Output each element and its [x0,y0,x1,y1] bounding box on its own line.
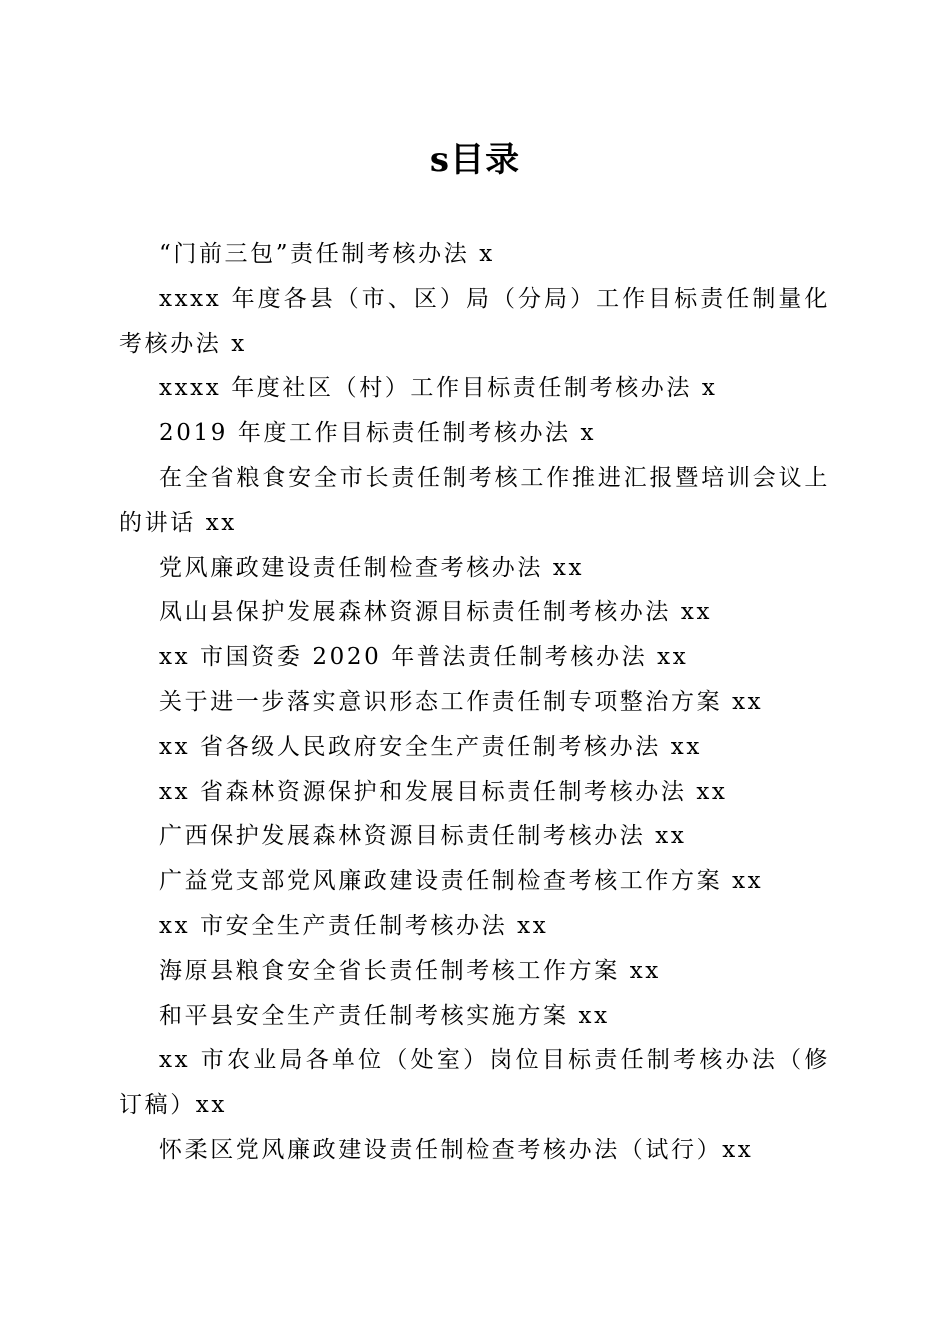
toc-entry[interactable]: 凤山县保护发展森林资源目标责任制考核办法 xx [159,599,713,626]
toc-entry[interactable]: “门前三包”责任制考核办法 x [159,241,495,267]
toc-entry[interactable]: xx 省森林资源保护和发展目标责任制考核办法 xx [159,778,728,805]
toc-entry[interactable]: 和平县安全生产责任制考核实施方案 xx [159,1002,610,1029]
table-of-contents [119,232,830,1173]
page-title: s目录 [429,140,521,180]
toc-entry[interactable]: 怀柔区党风廉政建设责任制检查考核办法（试行）xx [159,1136,754,1163]
toc-entry[interactable]: 广益党支部党风廉政建设责任制检查考核工作方案 xx [159,868,764,895]
toc-entry[interactable]: 2019 年度工作目标责任制考核办法 x [159,420,597,447]
toc-entry[interactable]: xx 市国资委 2020 年普法责任制考核办法 xx [159,644,689,671]
toc-entry[interactable]: 海原县粮食安全省长责任制考核工作方案 xx [159,957,661,984]
toc-entry[interactable]: 在全省粮食安全市长责任制考核工作推进汇报暨培训会议上的讲话 xx [119,464,830,536]
toc-entry[interactable]: xxxx 年度社区（村）工作目标责任制考核办法 x [159,375,718,402]
toc-entry[interactable]: 党风廉政建设责任制检查考核办法 xx [159,554,585,581]
toc-entry[interactable]: xx 市安全生产责任制考核办法 xx [159,912,549,939]
toc-entry[interactable]: xxxx 年度各县（市、区）局（分局）工作目标责任制量化考核办法 x [119,285,830,357]
toc-entry[interactable]: 广西保护发展森林资源目标责任制考核办法 xx [159,823,687,850]
toc-entry[interactable]: xx 省各级人民政府安全生产责任制考核办法 xx [159,733,702,760]
toc-entry[interactable]: xx 市农业局各单位（处室）岗位目标责任制考核办法（修订稿）xx [119,1047,830,1119]
toc-entry[interactable]: 关于进一步落实意识形态工作责任制专项整治方案 xx [159,688,764,715]
